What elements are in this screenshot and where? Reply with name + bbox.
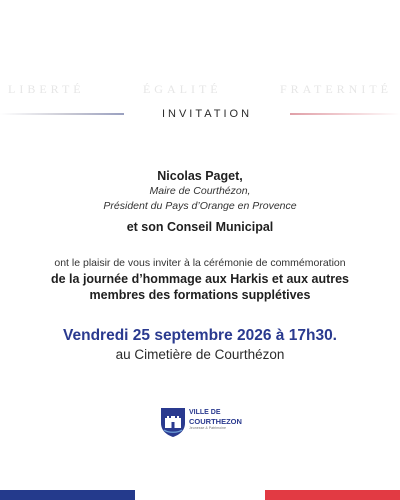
header-divider-right bbox=[290, 113, 400, 115]
host-role-president: Président du Pays d’Orange en Provence bbox=[103, 200, 297, 212]
host-council: et son Conseil Municipal bbox=[126, 220, 274, 234]
host-name: Nicolas Paget, bbox=[157, 169, 243, 183]
castle-shield-icon bbox=[160, 406, 186, 438]
header-divider-left bbox=[0, 113, 124, 115]
event-venue: au Cimetière de Courthézon bbox=[115, 347, 285, 362]
logo-tagline: Jeunesse & Patrimoine bbox=[189, 426, 226, 430]
logo-line-2: COURTHEZON bbox=[189, 417, 242, 426]
motto-egalite: ÉGALITÉ bbox=[142, 82, 222, 96]
flag-band-red bbox=[265, 490, 400, 500]
tribute-text bbox=[0, 271, 400, 303]
event-datetime: Vendredi 25 septembre 2026 à 17h30. bbox=[63, 327, 337, 344]
logo-wordmark bbox=[189, 409, 242, 431]
town-logo bbox=[160, 406, 260, 440]
tribute-line-2: membres des formations supplétives bbox=[89, 288, 311, 302]
motto-fraternite: FRATERNITÉ bbox=[279, 82, 392, 96]
invitation-title: INVITATION bbox=[161, 108, 253, 120]
invitation-header bbox=[0, 106, 400, 122]
flag-band-blue bbox=[0, 490, 135, 500]
tribute-line-1: de la journée d’hommage aux Harkis et aux autres bbox=[50, 272, 350, 286]
republic-motto bbox=[0, 82, 400, 97]
host-role-mayor: Maire de Courthézon, bbox=[149, 185, 251, 197]
logo-line-1: VILLE DE bbox=[189, 409, 221, 416]
invite-line: ont le plaisir de vous inviter à la cérémonie de commémoration bbox=[54, 257, 346, 269]
motto-liberte: LIBERTÉ bbox=[8, 82, 85, 96]
